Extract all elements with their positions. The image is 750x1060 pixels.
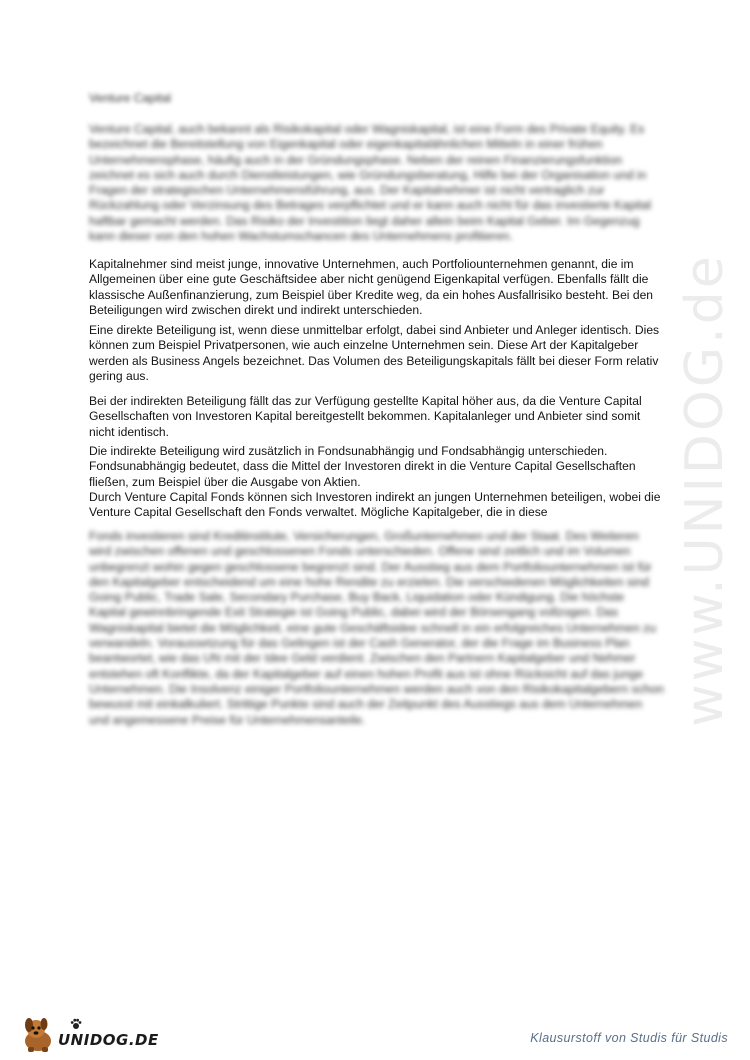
watermark: www.UNIDOG.de (675, 253, 735, 727)
blurred-paragraph-top: Venture Capital, auch bekannt als Risikokapital oder Wagniskapital, ist eine Form des Private Equity. Es bezeichnet die Bereitstellung von Eigenkapital oder eigenkapitalähnlichen Mitteln in einer frühen Unternehmensphase, häufig auch in der Gründungsphase. Neben der reinen Finanzierungsfunktion zeichnet es sich auch durch Dienstleistungen, wie Gründungsberatung, Hilfe bei der Organisation und in Fragen der strategischen Unternehmensführung, aus. Der Kapitalnehmer ist nicht vertraglich zur Rückzahlung oder Verzinsung des Betrages verpflichtet und er kann auch nicht für das investierte Kapital haftbar gemacht werden. Das Risiko der Investition liegt daher allein beim Kapital Geber. Im Gegenzug kann dieser von den hohen Wachstumschancen des Unternehmens profitieren. (89, 122, 652, 244)
dog-mascot-icon (18, 1013, 58, 1055)
unidog-logo[interactable] (18, 1013, 188, 1055)
paragraph-indirect-investment: Bei der indirekten Beteiligung fällt das zur Verfügung gestellte Kapital höher aus, da die Venture Capital Gesellschaften von Investoren Kapital bereitgestellt bekommen. Kapitalanleger und Anbieter sind somit nicht identisch. (89, 394, 642, 439)
document-title: Venture Capital (89, 91, 172, 105)
paragraph-vc-funds: Durch Venture Capital Fonds können sich Investoren indirekt an jungen Unternehmen beteiligen, wobei die Venture Capital Gesellschaft den Fonds verwaltet. Mögliche Kapitalgeber, die in diese (89, 490, 661, 520)
blurred-paragraph-bottom: Fonds investieren sind Kreditinstitute, Versicherungen, Großunternehmen und der Staat. Des Weiteren wird zwischen offenen und geschlossenen Fonds unterschieden. Offene sind zeitlich und im Volumen unbegrenzt wohin gegen geschlossene begrenzt sind. Der Ausstieg aus dem Portfoliounternehmen ist für den Kapitalgeber entscheidend um eine hohe Rendite zu erzielen. Die verschiedenen Möglichkeiten sind Going Public, Trade Sale, Secondary Purchase, Buy Back, Liquidation oder Kündigung. Die höchste Kapital gewinnbringende Exit Strategie ist Going Public, dabei wird der Börsengang vollzogen. Das Wagniskapital bietet die Möglichkeit, eine gute Geschäftsidee schnell in ein erfolgreiches Unternehmen zu verwandeln. Voraussetzung für das Gelingen ist der Cash Generator, der die Frage im Business Plan beantwortet, wie das UN mit der Idee Geld verdient. Zwischen den Partnern Kapitalgeber und Nehmer entstehen oft Konflikte, da der Kapitalgeber auf einen hohen Profit aus ist ohne Rücksicht auf das junge Unternehmen. Die Insolvenz einiger Portfoliounternehmen werden auch von den Risikokapitalgebern schon bewusst mit einkalkuliert. Strittige Punkte sind auch der Zeitpunkt des Ausstiegs aus dem Unternehmen und angemessene Preise für Unternehmensanteile. (89, 529, 664, 727)
footer-tagline: Klausurstoff von Studis für Studis (530, 1031, 728, 1045)
paragraph-fund-types: Die indirekte Beteiligung wird zusätzlich in Fondsunabhängig und Fondsabhängig unterschieden. Fondsunabhängig bedeutet, dass die Mittel der Investoren direkt in die Venture Capital Gesellschaften fließen, zum Beispiel über die Ausgabe von Aktien. (89, 444, 636, 489)
paragraph-direct-investment: Eine direkte Beteiligung ist, wenn diese unmittelbar erfolgt, dabei sind Anbieter und Anleger identisch. Dies können zum Beispiel Privatpersonen, wie auch einzelne Unternehmen sein. Diese Art der Kapitalgeber werden als Business Angels bezeichnet. Das Volumen des Beteiligungskapitals fällt bei dieser Form relativ gering aus. (89, 323, 660, 383)
logo-text: UNIDOG.DE (58, 1031, 159, 1049)
paragraph-portfolio: Kapitalnehmer sind meist junge, innovative Unternehmen, auch Portfoliounternehmen genannt, die im Allgemeinen über eine gute Geschäftsidee aber nicht genügend Eigenkapital verfügen. Ebenfalls fällt die klassische Außenfinanzierung, zum Beispiel über Kredite weg, da ein hohes Ausfallrisiko besteht. Bei den Beteiligungen wird zwischen direkt und indirekt unterschieden. (89, 257, 654, 317)
paw-icon (70, 1018, 82, 1030)
